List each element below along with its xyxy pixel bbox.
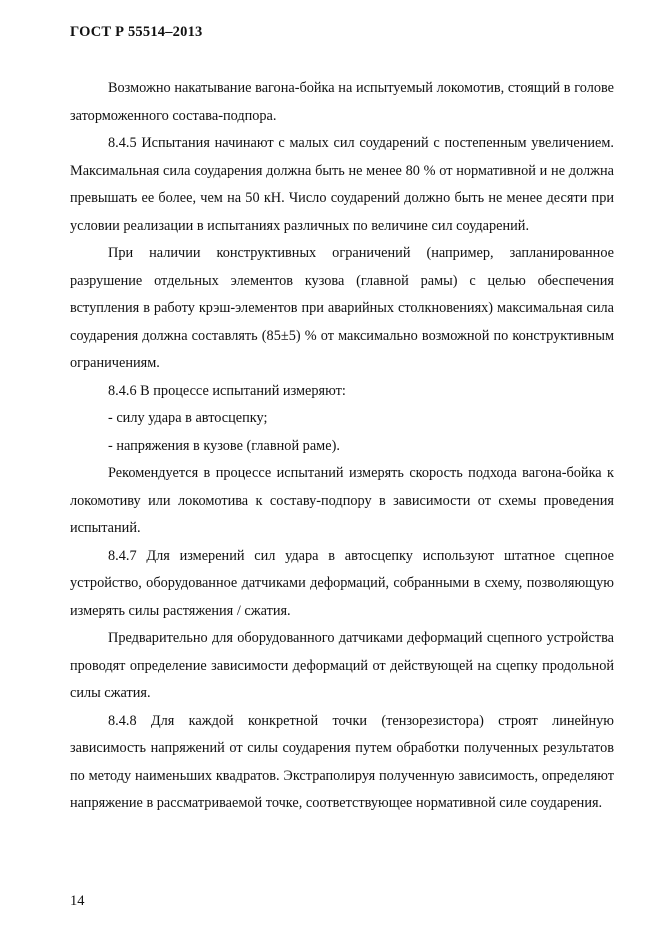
page-number: 14 [70, 893, 85, 909]
paragraph-rolling: Возможно накатывание вагона-бойка на испытуемый локомотив, стоящий в голове заторможенного состава-подпора. [70, 80, 614, 124]
paragraph-8-4-6: 8.4.6 В процессе испытаний измеряют: [108, 382, 346, 399]
paragraph-constraints: При наличии конструктивных ограничений (например, запланированное разрушение отдельных элементов кузова (главной рамы) с целью обеспечения вступления в работу крэш-элементов при аварийных столкновениях) максимальная сила соударения должна составлять (85±5) % от максимально возможной по конструктивным ограничениям. [70, 245, 614, 371]
paragraph-8-4-7: 8.4.7 Для измерений сил удара в автосцепку используют штатное сцепное устройство, оборудованное датчиками деформаций, собранными в схему, позволяющую измерять силы растяжения / сжатия. [70, 547, 614, 619]
paragraph-8-4-5: 8.4.5 Испытания начинают с малых сил соударений с постепенным увеличением. Максимальная сила соударения должна быть не менее 80 % от нормативной и не должна превышать ее более, чем на 50 кН. Число соударений должно быть не менее десяти при условии реализации в испытаниях различных по величине сил соударений. [70, 135, 614, 234]
paragraph-calibration: Предварительно для оборудованного датчиками деформаций сцепного устройства проводят определение зависимости деформаций от действующей на сцепку продольной силы сжатия. [70, 630, 614, 701]
list-item-coupler-force: - силу удара в автосцепку; [108, 410, 268, 426]
paragraph-8-4-8: 8.4.8 Для каждой конкретной точки (тензорезистора) строят линейную зависимость напряжений от силы соударения путем обработки полученных результатов по методу наименьших квадратов. Экстраполируя полученную зависимость, определяют напряжение в рассматриваемой точке, соответствующее нормативной силе соударения. [70, 712, 614, 811]
page-header: ГОСТ Р 55514–2013 [70, 24, 203, 40]
list-item-body-stress: - напряжения в кузове (главной раме). [108, 437, 340, 454]
paragraph-speed-recommendation: Рекомендуется в процессе испытаний измерять скорость подхода вагона-бойка к локомотиву или локомотива к составу-подпору в зависимости от схемы проведения испытаний. [70, 465, 614, 536]
body-text [70, 75, 614, 818]
